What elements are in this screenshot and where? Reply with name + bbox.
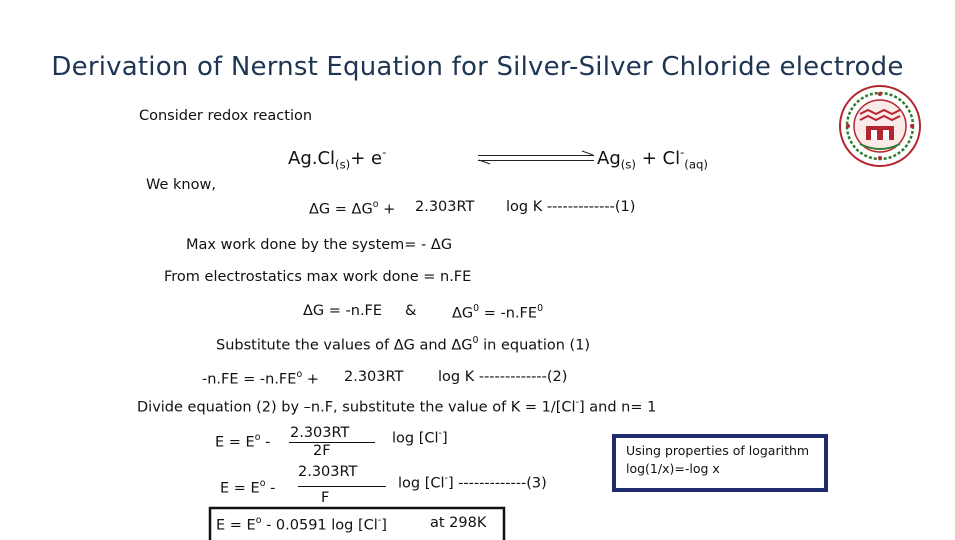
eq3-denominator: 2F [313, 443, 331, 459]
eq3-log: log [Cl-] [392, 428, 448, 447]
note-line-2: log(1/x)=-log x [626, 461, 720, 476]
eq2-log: log K -------------(2) [438, 369, 568, 385]
eq3-left: $E = E^o$ - [215, 432, 271, 451]
eq1-log: log K -------------(1) [506, 199, 636, 215]
eq3-numerator: 2.303RT [290, 425, 350, 441]
eq1-numerator: 2.303RT [415, 199, 475, 215]
eq2-numerator: 2.303RT [344, 369, 404, 385]
equilibrium-arrow-icon [474, 149, 598, 167]
intro-text: Consider redox reaction [139, 108, 313, 124]
eq3-fraction-bar [289, 442, 375, 443]
eq1-left: $\Delta G = \Delta G^o$ + [309, 199, 396, 218]
max-work-text: Max work done by the system= - ΔG [186, 237, 453, 253]
final-equation-box [208, 506, 506, 540]
eq4-denominator: F [321, 490, 330, 506]
eq2-left: $-n.FE = -n.FE^o$ + [202, 369, 319, 388]
dg-equation-a: ΔG = -n.FE [303, 303, 383, 319]
final-equation: $E = E^o - 0.0591$ log [Cl-] [216, 515, 387, 534]
eq4-fraction-bar [298, 486, 386, 487]
final-temperature: at 298K [430, 515, 487, 531]
divide-text: Divide equation (2) by –n.F, substitute the value of K = 1/[Cl-] and n= 1 [137, 397, 657, 416]
eq4-left: $E = E^o$ - [220, 478, 276, 497]
reaction-left: $Ag.Cl_{(s)}+ e^-$ [288, 145, 387, 172]
institution-emblem-icon [838, 84, 922, 168]
dg-equation-b: $\Delta G^0 = -n.FE^0$ [452, 303, 544, 322]
ampersand: & [405, 303, 417, 319]
reaction-right: $Ag_{(s)} + Cl^-_{(aq)}$ [597, 145, 708, 172]
eq4-numerator: 2.303RT [298, 464, 358, 480]
logarithm-note-box [612, 434, 828, 492]
page-title: Derivation of Nernst Equation for Silver-Silver Chloride electrode [51, 52, 904, 82]
we-know-text: We know, [146, 177, 216, 193]
electrostatics-text: From electrostatics max work done = n.FE [164, 269, 472, 285]
eq4-log: log [Cl-] -------------(3) [398, 473, 547, 492]
substitute-text: Substitute the values of ΔG and $\Delta G^0$ in equation (1) [216, 335, 591, 354]
note-line-1: Using properties of logarithm [626, 443, 810, 458]
